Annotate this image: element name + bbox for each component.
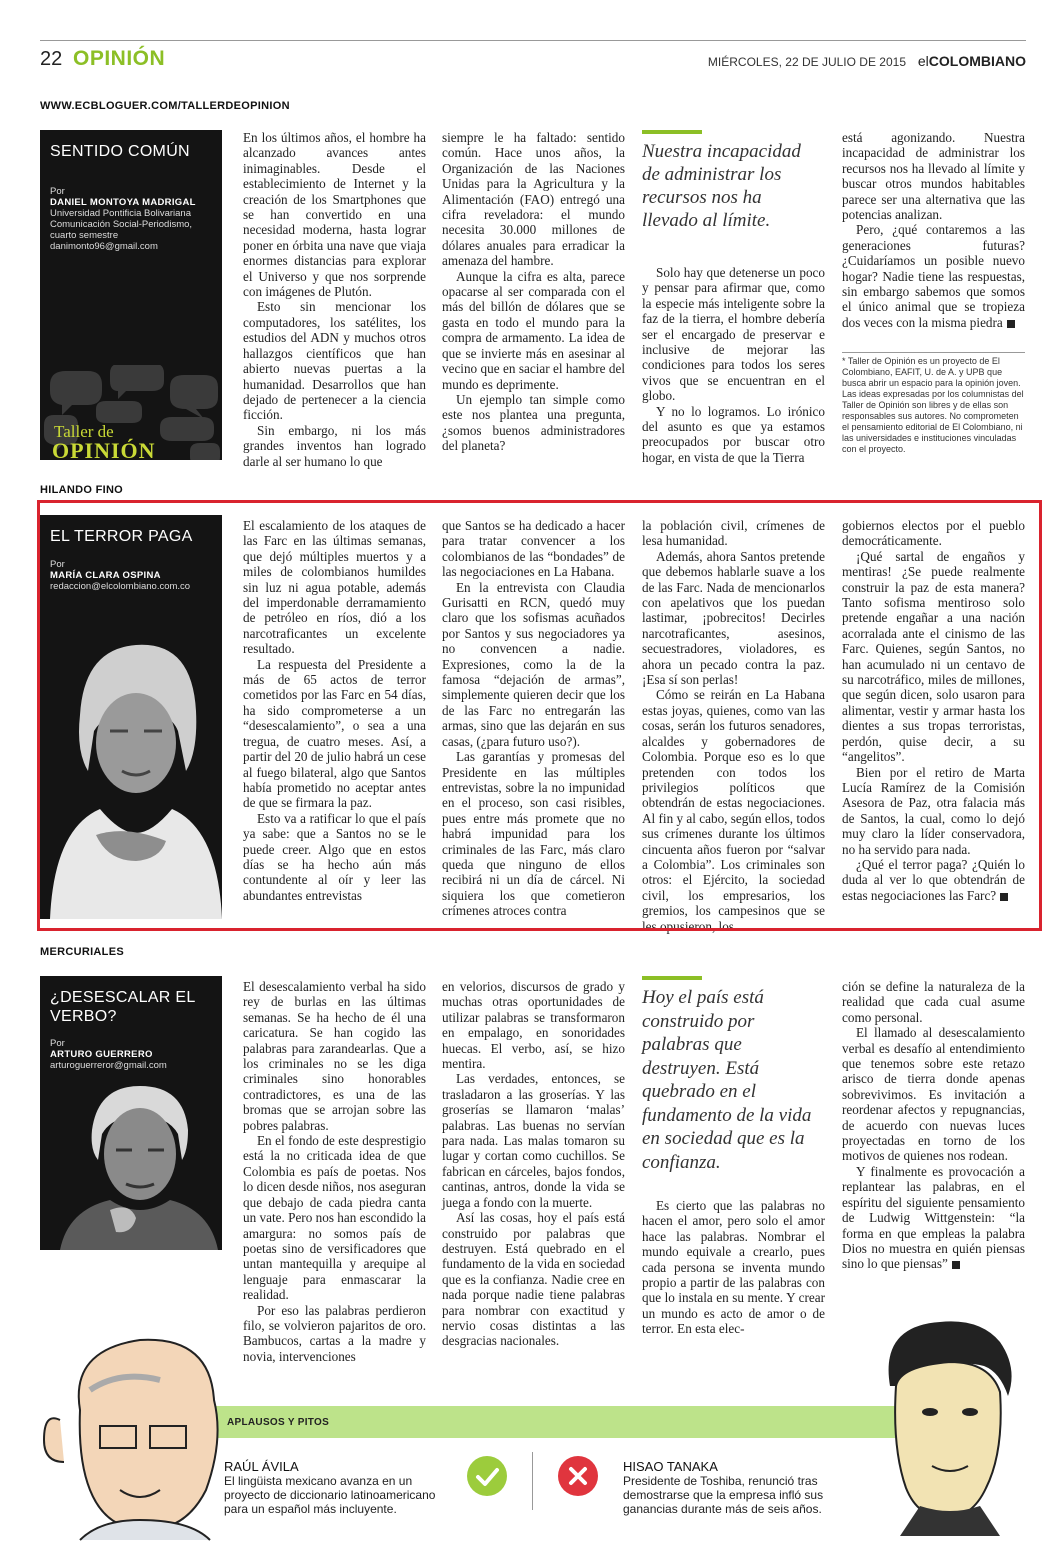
article1-byline [50,186,218,252]
article1-title: SENTIDO COMÚN [50,143,190,160]
paragraph: Solo hay que detenerse un poco y pensar para afirmar que, como la especie más inteligente sobre la faz de la tierra, el hombre debería ser el encargado de preservar e inclusive de mejorar las condiciones para todos los seres vivos que se encuentran en el globo. [642,265,825,404]
article1-column-3 [642,265,825,465]
pito-text: Presidente de Toshiba, renunció tras demostrarse que la empresa infló sus ganancias durante más de seis años. [623,1474,824,1516]
paragraph: En los últimos años, el hombre ha alcanzado avances antes inimaginables. Desde el establecimiento de Internet y la creación de los Smartphones que se han convertido en una necesidad moderna, hasta lograr poner en órbita una nave que viaja enormes distancias para explorar el Universo y que nos sorprende con imágenes de Plutón. [243,130,426,300]
masthead-prefix: el [917,53,929,69]
aplausos-divider [532,1452,533,1510]
aplauso-name: RAÚL ÁVILA [224,1459,299,1474]
article3-author-box [40,976,222,1250]
author-name: DANIEL MONTOYA MADRIGAL [50,197,196,208]
highlight-frame [37,500,1042,931]
paragraph: El escalamiento de los ataques de las Farc en las últimas semanas, que dejó múltiples muertos y a miles de colombianos humildes sin luz ni agua potable, además del imperdonable derramamiento de petróleo en ríos, dió a los narcotraficantes un excelente resultado. [243,518,426,657]
caricature-right [870,1316,1030,1536]
article1-column-4 [842,130,1025,330]
article1-kicker: WWW.ECBLOGUER.COM/TALLERDEOPINION [40,100,290,112]
article3-kicker: MERCURIALES [40,946,124,958]
article3-byline [50,1038,218,1071]
paragraph: Así las cosas, hoy el país está construido por palabras que destruyen. Está quebrado en el fundamento de la vida en sociedad que es la confianza. Nadie cree en nada porque nadie tiene palabras para nombrar con exactitud y nervio cosas distintas a las desgracias nacionales. [442,1210,625,1349]
author-email: danimonto96@gmail.com [50,241,158,252]
article1-column-1 [243,130,426,469]
masthead-name: COLOMBIANO [928,53,1026,69]
paragraph: la población civil, crímenes de lesa humanidad. [642,518,825,549]
pull-quote-rule [642,976,702,980]
by-label: Por [50,559,65,570]
pull-quote-text: Hoy el país está construido por palabras que destruyen. Está quebrado en el fundamento de la vida en sociedad que es la confianza. [642,987,812,1173]
pull-quote-rule [642,130,702,134]
paragraph: que Santos se ha dedicado a hacer para tratar convencer a los colombianos de las “bondades” de las negociaciones en La Habana. [442,518,625,580]
pull-quote-text: Nuestra incapacidad de administrar los recursos nos ha llevado al límite. [642,141,801,231]
article1-author-box [40,130,222,460]
author-program: Comunicación Social-Periodismo, [50,219,193,230]
paragraph: Un ejemplo tan simple como este nos plantea una pregunta, ¿somos buenos administradores del planeta? [442,391,625,454]
caricature-left [40,1330,230,1550]
aplauso-text: El lingüista mexicano avanza en un proyecto de diccionario latinoamericano para un español más incluyente. [224,1474,436,1516]
author-email: redaccion@elcolombiano.com.co [50,581,191,592]
author-name: MARÍA CLARA OSPINA [50,570,161,581]
article3-column-4 [842,979,1025,1272]
author-email: arturoguerreror@gmail.com [50,1060,167,1071]
article3-pull-quote [642,976,822,1174]
paragraph: En la entrevista con Claudia Gurisatti en RCN, quedó muy claro que los sofismas acuñados por Santos y sus negociadores ya no convencen a nadie. Expresiones, como la de la famosa “dejación de armas”, simplemente quieren decir que los de las Farc no entregarán las armas, sino que las dejarán en sus casas, (¿para futuro uso?). [442,579,625,749]
paragraph: Sin embargo, ni los más grandes inventos han logrado darle al ser humano lo que [243,422,426,469]
paragraph: ción se define la naturaleza de la realidad que cada cual asume como personal. [842,979,1025,1025]
end-mark [1007,320,1015,328]
article3-title: ¿DESESCALAR EL VERBO? [50,989,195,1025]
paragraph: El llamado al desescalamiento verbal es desafío al entendimiento que tenemos sobre este retazo arisco de tierra donde apenas sobrevivimos. Es invitación a reordenar afectos y repugnancias, de acuerdo con nuevas luces proyectadas en torno de los motivos de quienes nos rodean. [842,1025,1025,1164]
logo-line-1: Taller de [54,422,114,441]
paragraph: Además, ahora Santos pretende que debemos hablarle suave a los de las Farc. Nada de mencionarlos con apelativos que los puedan lastimar, ¡pobrecitos! Decirles narcotraficantes, asesinos, secuestradores, violadores, es ahora un pecado contra la paz. ¡Esa sí son perlas! [642,548,825,688]
paragraph: Pero, ¿qué contaremos a las generaciones futuras? ¿Cuidaríamos un posible nuevo hogar? Nadie tiene las respuestas, sin embargo sabemos que somos el único animal que se tropieza dos veces con la misma piedra [842,222,1025,330]
paragraph: gobiernos electos por el pueblo democráticamente. [842,518,1025,549]
paragraph: Aunque la cifra es alta, parece opacarse al ser comparada con el más del billón de dólares que se gasta en todo el mundo para la compra de armamento. La idea de que se invierte más en asesinar al vecino que en saciar el hambre del mundo es deprimente. [442,268,625,392]
paragraph: Las verdades, entonces, se trasladaron a las groserías. Y las groserías se llamaron ‘malas’ palabras. Las buenas no servían para nada. Las malas tomaron su lugar y cortan como cuchillos. Se fabrican en cárceles, bajos fondos, cantinas, antros, donde la vida se juega a fondo con la muerte. [442,1071,625,1210]
article3-column-2 [442,979,625,1349]
cross-icon [558,1456,598,1496]
paragraph: Esto va a ratificar lo que el país ya sabe: que a Santos no se le puede creer. Algo que en estos días se ha hecho aún más contundente al oír y leer las abundantes entrevistas [243,810,426,903]
paragraph: Bien por el retiro de Marta Lucía Ramírez de la Comisión Asesora de Paz, otra falacia más de Santos, la cual, como lo dejó muy claro la líder conservadora, no ha servido para nada. [842,764,1025,857]
paragraph: La respuesta del Presidente a más de 65 actos de terror cometidos por las Farc en 54 días, ha sido comprometerse a un “desescalamiento”, o sea a una tregua, de cuatro meses. Así, a partir del 20 de julio habrá un cese al fuego bilateral, algo que Santos había prometido no aceptar antes de que se firmara la paz. [243,656,426,811]
note-rule [842,352,1025,353]
paragraph: Esto sin mencionar los computadores, los satélites, los estudios del ADN y muchos otros hallazgos científicos que han abierto nuevas puertas a la humanidad. Desarrollos que han dejado de pertenecer a la ciencia ficción. [243,299,426,423]
paragraph: ¿Qué el terror paga? ¿Quién lo duda al ver lo que obtendrán de estas negociaciones las Farc? [842,856,1025,903]
paragraph: Y no lo logramos. Lo irónico del asunto es que ya estamos preocupados por buscar otro hogar, en vista de que la Tierra [642,403,825,465]
logo-line-2: OPINIÓN [52,438,156,460]
by-label: Por [50,186,65,197]
author-semester: cuarto semestre [50,230,119,241]
author-photo [40,1080,222,1250]
paragraph: en velorios, discursos de grado y muchas otras oportunidades de utilizar palabras se transformaron en empalago, en sonoridades huecas. El verbo, así, se hizo mentira. [442,979,625,1072]
article2-title: EL TERROR PAGA [50,528,193,545]
paragraph: En el fondo de este desprestigio está la no criticada idea de que Colombia es país de poetas. Nos lo dicen desde niños, nos aseguran que debajo de cada piedra canta un vate. Pero nos han escondido la amargura: no somos país de poetas sino de versificadores que untan mantequilla y arequipe al lenguaje para enmascarar la realidad. [243,1133,426,1303]
paragraph: siempre le ha faltado: sentido común. Hace unos años, la Organización de las Naciones Unidas para la Agricultura y la Alimentación (FAO) entregó una cifra reveladora: el mundo necesita 30.000 millones de dólares anuales para erradicar la amenaza del hambre. [442,130,625,269]
article1-pull-quote [642,130,822,232]
paragraph: Y finalmente es provocación a replantear las palabras, en el espíritu del siguiente pensamiento de Ludwig Wittgenstein: “la forma en que empleas la palabra Dios no muestra en quién piensas sino lo que piensas” [842,1163,1025,1272]
issue-date: MIÉRCOLES, 22 DE JULIO DE 2015 [707,55,906,69]
masthead [918,53,1026,69]
article3-column-3 [642,1198,825,1337]
paragraph: Cómo se reirán en La Habana estas joyas, quienes, como van las cosas, serán los futuros senadores, alcaldes y gobernadores de Colombia. Porque eso es lo que pretenden con todos los privilegios políticos que obtendrán de estas negociaciones. Al fin y al cabo, según ellos, todos sus crímenes durante los últimos cincuenta años fueron por “salvar a Colombia”. Los criminales son otros: el Ejército, la sociedad civil, los empresarios, los gremios, los campesinos que se les opusieron, los [642,687,825,934]
paragraph: está agonizando. Nuestra incapacidad de administrar los recursos nos ha llevado al límite y buscar otros mundos habitables parece ser una alternativa que las potencias analizan. [842,130,1025,223]
article3-column-1 [243,979,426,1364]
paragraph: El desescalamiento verbal ha sido rey de burlas en las últimas semanas. Se ha hecho de él una caricatura. Se han cogido las palabras para zarandearlas. Que a los criminales no se les diga criminales sino honorables contradictores, es una de las bromas que se arrojan sobre las pobres palabras. [243,979,426,1133]
check-icon [467,1456,507,1496]
section-title: OPINIÓN [73,47,166,70]
aplausos-title: APLAUSOS Y PITOS [227,1417,330,1428]
author-name: ARTURO GUERRERO [50,1049,153,1060]
paragraph: ¡Qué sartal de engaños y mentiras! ¿Se puede realmente construir la paz de esta manera? Tanto sofisma mentiroso solo pretende engañar a una nación acorralada ante el cinismo de las Farc. Quienes, según Santos, no han acumulado ni un centavo de su narcotráfico, miles de millones, que según dicen, solo usaron para alimentar, vestir y armar hasta los dientes a sus tropas terroristas, perdón, quise decir, a su “angelitos”. [842,548,1025,765]
header-rule [40,40,1026,41]
paragraph: Por eso las palabras perdieron filo, se volvieron pajaritos de oro. Bambucos, cartas a la madre y novia, intervenciones [243,1302,426,1364]
article1-column-2 [442,130,625,454]
by-label: Por [50,1038,65,1049]
pito-name: HISAO TANAKA [623,1459,718,1474]
article1-footnote: * Taller de Opinión es un proyecto de El Colombiano, EAFIT, U. de A. y UPB que busca abrir un espacio para la opinión joven. Las ideas expresadas por los columnistas del Taller de Opinión son libres y de ellas son responsables sus autores. No comprometen el pensamiento editorial de El Colombiano, ni las universidades e instituciones vinculadas con el proyecto. [842,356,1024,454]
author-affiliation: Universidad Pontificia Bolivariana [50,208,191,219]
end-mark [952,1261,960,1269]
paragraph: Las garantías y promesas del Presidente en las múltiples entrevistas, sobre la no impunidad en el proceso, son casi risibles, pues entre más promete que no habrá impunidad para los criminales de las Farc, más claro queda que ninguno de ellos recibirá ni un día de cárcel. Ni siquiera los que cometieron crímenes atroces contra [442,749,625,919]
article2-kicker: HILANDO FINO [40,484,124,496]
page-number: 22 [40,48,63,70]
paragraph: Es cierto que las palabras no hacen el amor, pero solo el amor hace las palabras. Nombrar el mundo equivale a crearlo, pues cada persona se inventa mundo propio a partir de las palabras con que lo instala en su mente. Y crear un mundo es acto de amor o de terror. En esta elec- [642,1198,825,1337]
